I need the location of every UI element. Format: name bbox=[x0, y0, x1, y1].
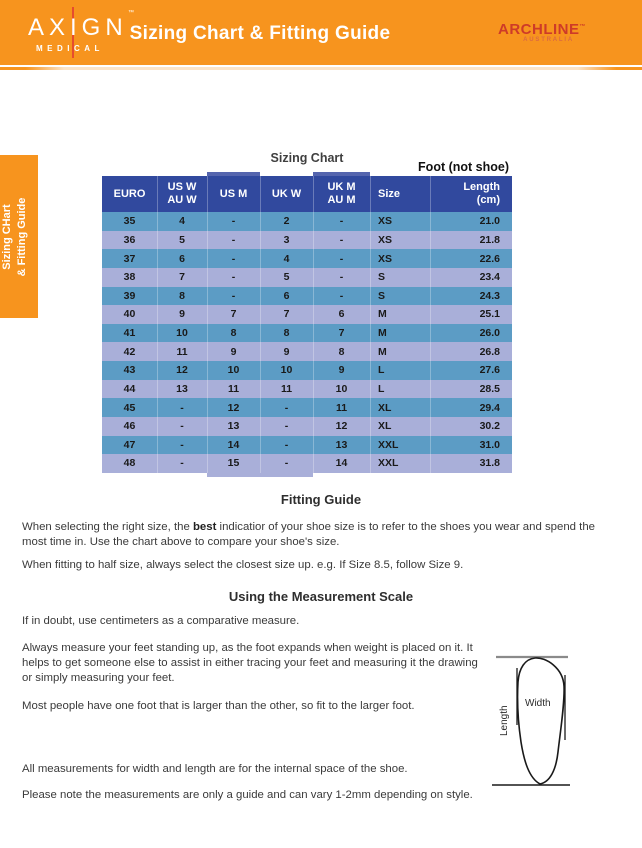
table-cell: 45 bbox=[123, 401, 136, 414]
table-cell: 10 bbox=[207, 361, 260, 380]
table-cell: XS bbox=[370, 231, 430, 250]
table-cell: 27.6 bbox=[430, 361, 512, 380]
fitting-guide-heading: Fitting Guide bbox=[280, 492, 362, 507]
foot-measurement-diagram bbox=[478, 648, 578, 798]
table-cell: 13 bbox=[207, 417, 260, 436]
table-row bbox=[102, 324, 512, 343]
table-cell: 12 bbox=[313, 417, 370, 436]
column-header bbox=[260, 176, 313, 212]
table-cell: 13 bbox=[313, 436, 370, 455]
table-cell: 37 bbox=[123, 252, 136, 265]
table-cell: 41 bbox=[123, 327, 136, 340]
table-cell: - bbox=[207, 287, 260, 306]
table-cell: 10 bbox=[313, 380, 370, 399]
table-cell: 15 bbox=[207, 454, 260, 473]
measurement-paragraph-4: All measurements for width and length are for the internal space of the shoe. bbox=[22, 763, 408, 775]
table-row bbox=[102, 342, 512, 361]
table-cell: 3 bbox=[260, 231, 313, 250]
column-header bbox=[370, 176, 430, 212]
archline-logo-subtext: AUSTRALIA bbox=[523, 37, 574, 43]
sizing-table-body bbox=[102, 212, 512, 473]
column-header-sub: (cm) bbox=[476, 194, 500, 206]
table-row bbox=[102, 361, 512, 380]
table-artifact-strip bbox=[207, 473, 260, 477]
sizing-chart-title: Sizing Chart bbox=[270, 151, 344, 165]
table-row bbox=[102, 417, 512, 436]
table-cell: 5 bbox=[157, 231, 207, 250]
table-cell: - bbox=[207, 249, 260, 268]
table-cell: XXL bbox=[370, 436, 430, 455]
table-cell: 9 bbox=[313, 361, 370, 380]
table-cell: - bbox=[313, 287, 370, 306]
table-cell: 9 bbox=[260, 342, 313, 361]
table-cell: 7 bbox=[313, 324, 370, 343]
header-band bbox=[0, 0, 642, 65]
table-cell: 21.8 bbox=[430, 231, 512, 250]
table-cell: M bbox=[370, 324, 430, 343]
table-cell: 25.1 bbox=[430, 305, 512, 324]
archline-logo-text bbox=[498, 21, 586, 38]
column-header-sub: AU M bbox=[327, 194, 356, 206]
table-cell: - bbox=[207, 212, 260, 231]
table-cell: 10 bbox=[260, 361, 313, 380]
fitting-guide-paragraph-2: When fitting to half size, always select the closest size up. e.g. If Size 8.5, follow Size 9. bbox=[22, 559, 464, 571]
table-row bbox=[102, 436, 512, 455]
table-cell: 4 bbox=[260, 249, 313, 268]
sidebar-tab-label bbox=[0, 155, 38, 318]
column-header-label: US W bbox=[167, 181, 197, 194]
table-cell: - bbox=[207, 231, 260, 250]
table-cell: - bbox=[260, 417, 313, 436]
table-cell: 31.0 bbox=[430, 436, 512, 455]
page-title: Sizing Chart & Fitting Guide bbox=[129, 23, 391, 44]
archline-logo bbox=[498, 21, 586, 43]
fitting-guide-paragraph-1 bbox=[22, 520, 622, 550]
column-header-label: Size bbox=[378, 187, 401, 200]
table-cell: XS bbox=[370, 249, 430, 268]
table-row bbox=[102, 212, 512, 231]
table-cell: - bbox=[313, 249, 370, 268]
table-cell: 38 bbox=[123, 271, 136, 284]
table-cell: 11 bbox=[313, 398, 370, 417]
table-cell: 6 bbox=[260, 287, 313, 306]
table-cell: 11 bbox=[157, 342, 207, 361]
table-cell: XL bbox=[370, 417, 430, 436]
table-row bbox=[102, 287, 512, 306]
table-cell: - bbox=[157, 454, 207, 473]
column-header-sub: AU W bbox=[167, 194, 197, 206]
table-cell: - bbox=[260, 436, 313, 455]
table-cell: 46 bbox=[123, 420, 136, 433]
table-cell: 10 bbox=[157, 324, 207, 343]
table-cell: 4 bbox=[157, 212, 207, 231]
table-cell: 24.3 bbox=[430, 287, 512, 306]
table-cell: - bbox=[260, 454, 313, 473]
table-cell: 26.8 bbox=[430, 342, 512, 361]
archline-name: ARCHLINE bbox=[498, 21, 580, 38]
table-cell: M bbox=[370, 305, 430, 324]
table-cell: M bbox=[370, 342, 430, 361]
p1-before: When selecting the right size, the bbox=[22, 521, 193, 533]
table-cell: 26.0 bbox=[430, 324, 512, 343]
table-cell: 23.4 bbox=[430, 268, 512, 287]
table-cell: - bbox=[207, 268, 260, 287]
column-header-label: EURO bbox=[113, 187, 146, 200]
table-row bbox=[102, 305, 512, 324]
sizing-table-header bbox=[102, 176, 512, 212]
axign-logo-text: AXIGN bbox=[28, 14, 128, 41]
table-cell: 43 bbox=[123, 364, 136, 377]
table-cell: 36 bbox=[123, 233, 136, 246]
table-cell: S bbox=[370, 268, 430, 287]
width-label: Width bbox=[525, 698, 551, 709]
archline-trademark: ™ bbox=[579, 24, 586, 30]
table-cell: 7 bbox=[260, 305, 313, 324]
measurement-paragraph-2: Always measure your feet standing up, as the foot expands when weight is placed on it. It helps to get someone else to assist in either tracing your feet and measuring it the drawing or simply measuring your feet. bbox=[22, 642, 478, 685]
column-header bbox=[207, 176, 260, 212]
axign-logo-subtext: MEDICAL bbox=[36, 44, 104, 53]
table-cell: L bbox=[370, 380, 430, 399]
table-cell: 21.0 bbox=[430, 212, 512, 231]
table-cell: 14 bbox=[207, 436, 260, 455]
table-cell: - bbox=[313, 268, 370, 287]
length-label: Length bbox=[499, 705, 510, 736]
table-cell: 13 bbox=[157, 380, 207, 399]
table-cell: 12 bbox=[207, 398, 260, 417]
column-header-label: UK M bbox=[327, 181, 356, 194]
column-header-label: Length bbox=[463, 181, 500, 194]
table-cell: - bbox=[157, 398, 207, 417]
table-cell: 31.8 bbox=[430, 454, 512, 473]
table-cell: - bbox=[260, 398, 313, 417]
table-cell: 11 bbox=[260, 380, 313, 399]
table-cell: 7 bbox=[157, 268, 207, 287]
table-cell: 2 bbox=[260, 212, 313, 231]
column-header bbox=[430, 176, 512, 212]
table-cell: 30.2 bbox=[430, 417, 512, 436]
table-cell: XS bbox=[370, 212, 430, 231]
table-cell: - bbox=[157, 436, 207, 455]
table-cell: XXL bbox=[370, 454, 430, 473]
column-header-label: UK W bbox=[271, 187, 302, 200]
table-cell: S bbox=[370, 287, 430, 306]
table-cell: 29.4 bbox=[430, 398, 512, 417]
table-cell: 39 bbox=[123, 289, 136, 302]
table-cell: 8 bbox=[207, 324, 260, 343]
sidebar-tab-line2: & Fitting Guide bbox=[15, 197, 28, 276]
column-header bbox=[102, 176, 157, 212]
sidebar-tab-line1: Sizing CHart bbox=[1, 203, 13, 270]
sidebar-tab bbox=[0, 155, 38, 318]
measurement-paragraph-1: If in doubt, use centimeters as a comparative measure. bbox=[22, 615, 300, 627]
sizing-table bbox=[102, 176, 512, 473]
table-row bbox=[102, 398, 512, 417]
table-cell: 8 bbox=[313, 342, 370, 361]
table-cell: - bbox=[313, 231, 370, 250]
table-cell: 5 bbox=[260, 268, 313, 287]
table-cell: 28.5 bbox=[430, 380, 512, 399]
table-cell: - bbox=[157, 417, 207, 436]
p1-after: indicatior of your shoe size is to refer to the shoes you wear and spend the most time in. Use the chart above to compare your shoe's size. bbox=[22, 521, 596, 549]
p1-bold: best bbox=[192, 521, 217, 533]
foot-outline-icon bbox=[518, 658, 565, 784]
table-row bbox=[102, 380, 512, 399]
measurement-paragraph-5: Please note the measurements are only a guide and can vary 1-2mm depending on style. bbox=[22, 789, 473, 801]
table-cell: L bbox=[370, 361, 430, 380]
table-cell: 11 bbox=[207, 380, 260, 399]
table-cell: 6 bbox=[157, 249, 207, 268]
column-header bbox=[313, 176, 370, 212]
foot-not-shoe-note: Foot (not shoe) bbox=[418, 160, 509, 174]
table-cell: 7 bbox=[207, 305, 260, 324]
column-header-label: US M bbox=[219, 187, 248, 200]
table-cell: 9 bbox=[157, 305, 207, 324]
measurement-paragraph-3: Most people have one foot that is larger than the other, so fit to the larger foot. bbox=[22, 700, 415, 712]
table-cell: 40 bbox=[123, 308, 136, 321]
table-cell: 22.6 bbox=[430, 249, 512, 268]
table-cell: 8 bbox=[260, 324, 313, 343]
table-cell: 35 bbox=[123, 215, 136, 228]
axign-logo bbox=[28, 0, 138, 65]
table-cell: 14 bbox=[313, 454, 370, 473]
table-cell: 8 bbox=[157, 287, 207, 306]
column-header bbox=[157, 176, 207, 212]
measurement-scale-heading: Using the Measurement Scale bbox=[228, 589, 414, 604]
axign-trademark: ™ bbox=[128, 10, 134, 16]
table-cell: 47 bbox=[123, 438, 136, 451]
table-row bbox=[102, 454, 512, 473]
table-cell: 6 bbox=[313, 305, 370, 324]
table-cell: 44 bbox=[123, 382, 136, 395]
table-row bbox=[102, 249, 512, 268]
table-artifact-strip bbox=[260, 473, 313, 477]
header-divider bbox=[0, 67, 642, 70]
table-cell: - bbox=[313, 212, 370, 231]
table-cell: 9 bbox=[207, 342, 260, 361]
table-row bbox=[102, 231, 512, 250]
table-row bbox=[102, 268, 512, 287]
table-cell: XL bbox=[370, 398, 430, 417]
table-cell: 42 bbox=[123, 345, 136, 358]
table-cell: 48 bbox=[123, 457, 136, 470]
table-cell: 12 bbox=[157, 361, 207, 380]
